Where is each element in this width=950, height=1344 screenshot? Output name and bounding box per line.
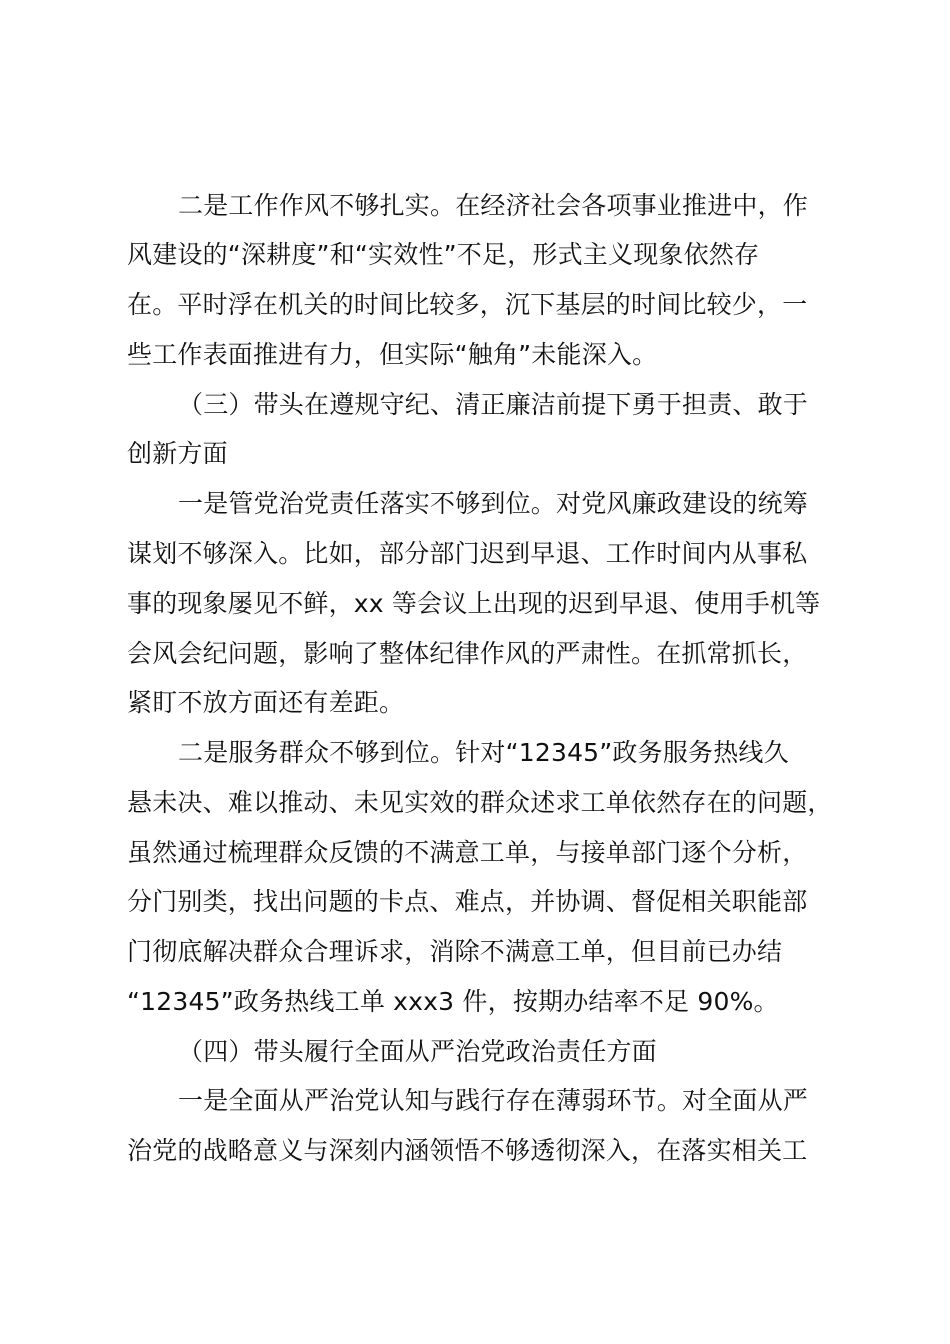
- paragraph-line: “12345”政务热线工单 xxx3 件，按期办结率不足 90%。: [127, 987, 779, 1016]
- paragraph-line: 治党的战略意义与深刻内涵领悟不够透彻深入，在落实相关工: [127, 1136, 808, 1165]
- paragraph-line: 分门别类，找出问题的卡点、难点，并协调、督促相关职能部: [127, 887, 808, 916]
- paragraph-line: 虽然通过梳理群众反馈的不满意工单，与接单部门逐个分析，: [127, 838, 808, 867]
- paragraph-line: 谋划不够深入。比如，部分部门迟到早退、工作时间内从事私: [127, 539, 808, 568]
- paragraph-line: 在。平时浮在机关的时间比较多，沉下基层的时间比较少，一: [127, 290, 808, 319]
- paragraph-line: 悬未决、难以推动、未见实效的群众述求工单依然存在的问题，: [127, 788, 833, 817]
- paragraph-line: 一是管党治党责任落实不够到位。对党风廉政建设的统筹: [178, 489, 809, 518]
- paragraph-line: 紧盯不放方面还有差距。: [127, 688, 405, 717]
- section-heading-continuation: 创新方面: [127, 439, 228, 468]
- paragraph-line: 风建设的“深耕度”和“实效性”不足，形式主义现象依然存: [127, 240, 760, 269]
- paragraph-line: 事的现象屡见不鲜，xx 等会议上出现的迟到早退、使用手机等: [127, 589, 821, 618]
- section-heading: （四）带头履行全面从严治党政治责任方面: [178, 1037, 657, 1066]
- paragraph-line: 些工作表面推进有力，但实际“触角”未能深入。: [127, 340, 658, 369]
- paragraph-line: 二是工作作风不够扎实。在经济社会各项事业推进中，作: [178, 191, 809, 220]
- paragraph-line: 二是服务群众不够到位。针对“12345”政务服务热线久: [178, 738, 789, 767]
- paragraph-line: 会风会纪问题，影响了整体纪律作风的严肃性。在抓常抓长，: [127, 639, 808, 668]
- section-heading: （三）带头在遵规守纪、清正廉洁前提下勇于担责、敢于: [178, 390, 809, 419]
- paragraph-line: 一是全面从严治党认知与践行存在薄弱环节。对全面从严: [178, 1086, 809, 1115]
- paragraph-line: 门彻底解决群众合理诉求，消除不满意工单，但目前已办结: [127, 937, 783, 966]
